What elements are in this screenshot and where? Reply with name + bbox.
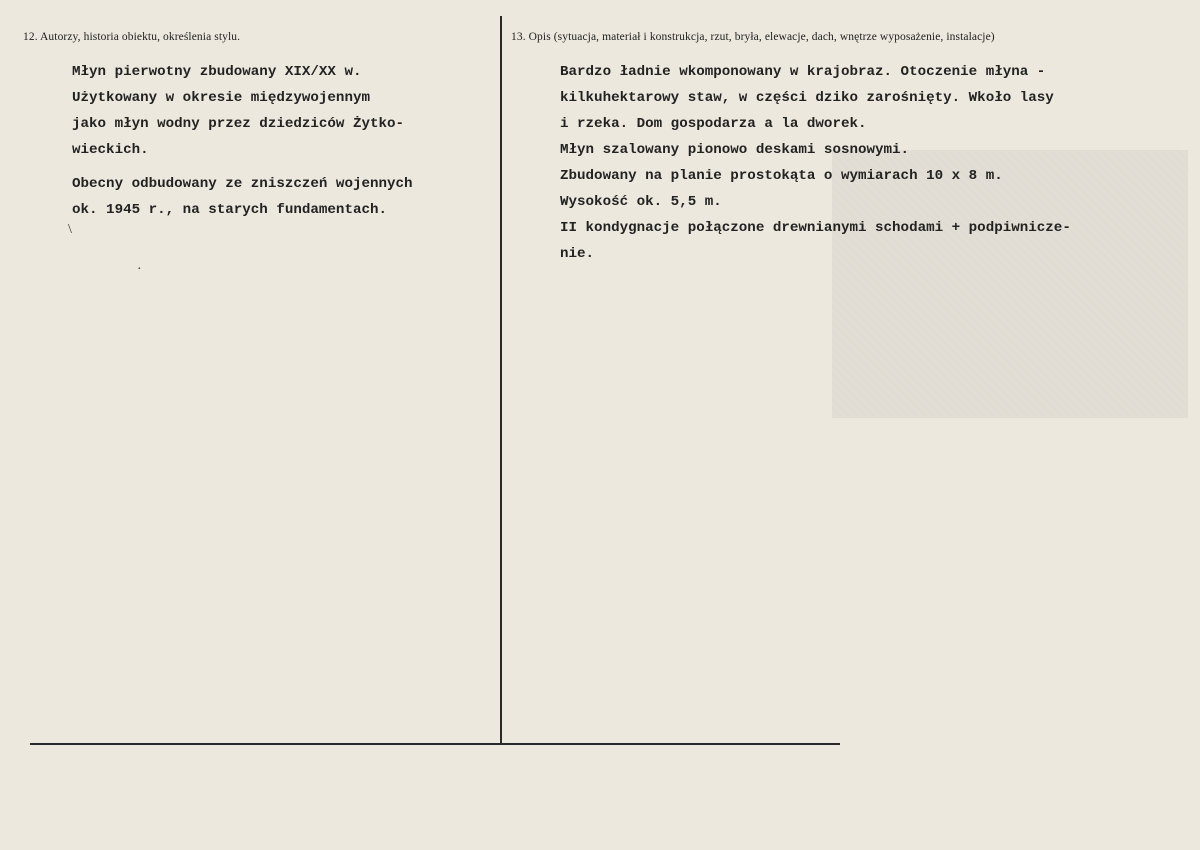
section-13-header: 13. Opis (sytuacja, materiał i konstrukcja, rzut, bryła, elewacje, dach, wnętrze wyposażenie, instalacje) [511,31,995,43]
text-line: Młyn szalowany pionowo deskami sosnowymi. [560,142,910,158]
text-line: ok. 1945 r., na starych fundamentach. [72,202,388,218]
text-line: i rzeka. Dom gospodarza a la dworek. [560,116,867,132]
bottom-rule [30,743,840,745]
column-divider [500,16,502,744]
text-line: jako młyn wodny przez dziedziców Żytko- [72,116,405,132]
section-12-content [72,59,497,223]
text-line: II kondygnacje połączone drewnianymi schodami + podpiwnicze- [560,220,1071,236]
text-line: Zbudowany na planie prostokąta o wymiarach 10 x 8 m. [560,168,1003,184]
section-12-header: 12. Autorzy, historia obiektu, określenia stylu. [23,31,241,43]
speck: · [137,262,142,277]
pen-mark: \ [68,222,72,237]
text-line: Młyn pierwotny zbudowany XIX/XX w. [72,64,362,80]
text-line: Obecny odbudowany ze zniszczeń wojennych [72,176,413,192]
history-paragraph-1 [72,59,497,163]
text-line: Bardzo ładnie wkomponowany w krajobraz. Otoczenie młyna - [560,64,1046,80]
text-line: wieckich. [72,142,149,158]
history-paragraph-2 [72,171,497,223]
text-line: Użytkowany w okresie międzywojennym [72,90,370,106]
text-line: Wysokość ok. 5,5 m. [560,194,722,210]
text-line: nie. [560,246,595,262]
section-13-content [560,59,1200,267]
text-line: kilkuhektarowy staw, w części dziko zarośnięty. Wkoło lasy [560,90,1054,106]
